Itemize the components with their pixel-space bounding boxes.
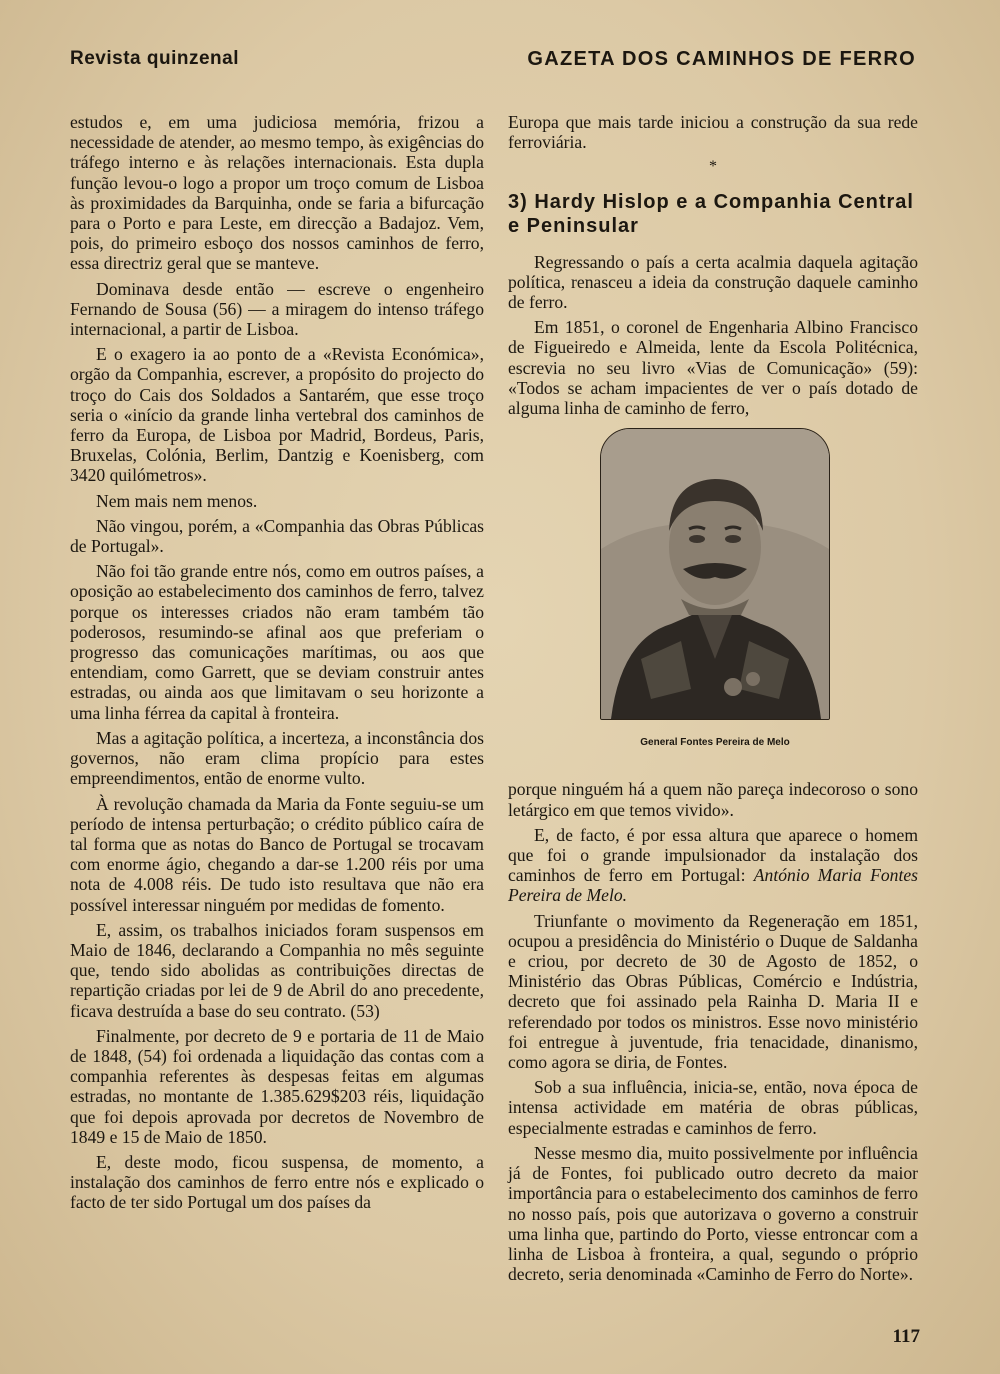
portrait-photo [600, 428, 830, 720]
paragraph: Não foi tão grande entre nós, como em outros países, a oposição ao estabelecimento dos caminhos de ferro, talvez porque os interesses criados não eram também tão poderosos, resumindo-se afinal aos que preferiam o progresso das comunicações marítimas, ou aos que entendiam, como Garrett, que se deviam construir antes estradas, ou ainda aos que limitavam o seu horizonte a uma linha férrea da capital à fronteira. [70, 561, 484, 723]
paragraph: Mas a agitação política, a incerteza, a inconstância dos governos, não eram clima propício para estes empreendimentos, então de enorme vulto. [70, 727, 484, 789]
person-name: António Maria Fontes Pereira de Melo. [508, 865, 918, 906]
paragraph: Finalmente, por decreto de 9 e portaria de 11 de Maio de 1848, (54) foi ordenada a liquidação das contas com a companhia referentes às despesas feitas em algumas estradas, no montante de 1.385.629$203 réis, liquidação que foi depois aprovada por decretos de Novembro de 1849 e 15 de Maio de 1850. [70, 1025, 484, 1147]
figure-caption: General Fontes Pereira de Melo [640, 737, 790, 749]
paragraph: Sob a sua influência, inicia-se, então, nova época de intensa actividade em matéria de obras públicas, especialmente estradas e caminhos de ferro. [508, 1077, 918, 1138]
paragraph: E o exagero ia ao ponto de a «Revista Económica», orgão da Companhia, escrever, a propósito do projecto do troço do Cais dos Soldados a Santarém, que esse troço seria o «início da grande linha vertebral dos caminhos de ferro da Europa, de Lisboa por Madrid, Bordeus, Paris, Bruxelas, Colónia, Berlim, Dantzig e Koenisberg, com 3420 quilómetros». [70, 344, 484, 486]
paragraph: Regressando o país a certa acalmia daquela agitação política, renasceu a ideia da construção daquele caminho de ferro. [508, 251, 918, 313]
paragraph: Dominava desde então — escreve o engenheiro Fernando de Sousa (56) — a miragem do intenso tráfego internacional, a partir de Lisboa. [70, 278, 484, 340]
page-number: 117 [892, 1326, 920, 1347]
paragraph: À revolução chamada da Maria da Fonte seguiu-se um período de intensa perturbação; o crédito público caíra de tal forma que as notas do Banco de Portugal se trocavam com enorme ágio, chegando a dar-se 1.200 réis por uma nota de 4.008 réis. De tudo isto resultava que não era possível interessar ninguém por medidas de fomento. [70, 793, 484, 915]
paragraph: porque ninguém há a quem não pareça indecoroso o sono letárgico em que temos vivido». [508, 779, 918, 820]
running-header-left: Revista quinzenal [70, 48, 239, 69]
section-heading: 3) Hardy Hislop e a Companhia Central e Peninsular [508, 190, 914, 237]
paragraph: Em 1851, o coronel de Engenharia Albino Francisco de Figueiredo e Almeida, lente da Escola Politécnica, escrevia no seu livro «Vias de Comunicação» (59): «Todos se acham impacientes de ver o país dotado de alguma linha de caminho de ferro, [508, 317, 918, 419]
paragraph: Triunfante o movimento da Regeneração em 1851, ocupou a presidência do Ministério o Duque de Saldanha e criou, por decreto de 30 de Agosto de 1852, o Ministério das Obras Públicas, Comércio e Indústria, decreto que foi assinado pela Rainha D. Maria II e referendado por todos os ministros. Esse novo ministério foi entregue à juventude, fria tenacidade, dinanismo, como agora se diria, de Fontes. [508, 910, 918, 1073]
section-separator: * [709, 158, 717, 176]
right-column [508, 112, 918, 1289]
portrait-figure [600, 428, 830, 753]
paragraph: Não vingou, porém, a «Companhia das Obras Públicas de Portugal». [70, 515, 484, 557]
paragraph: E, assim, os trabalhos iniciados foram suspensos em Maio de 1846, declarando a Companhia no mês seguinte que, tendo sido abolidas as contribuições directas de repartição criadas por lei de 9 de Abril do ano precedente, ficava destruída a base do seu contrato. (53) [70, 919, 484, 1021]
paragraph [508, 825, 918, 906]
running-header-right: GAZETA DOS CAMINHOS DE FERRO [527, 48, 916, 70]
paragraph: Nesse mesmo dia, muito possivelmente por influência já de Fontes, foi publicado outro decreto da maior importância para o estabelecimento dos caminhos de ferro no nosso país, pois que autorizava o governo a construir uma linha que, partindo do Porto, viesse entroncar com a linha de Lisboa à fronteira, a qual, segundo o próprio decreto, seria denominada «Caminho de Ferro do Norte». [508, 1142, 918, 1285]
paragraph: E, deste modo, ficou suspensa, de momento, a instalação dos caminhos de ferro entre nós e explicado o facto de ter sido Portugal um dos países da [70, 1151, 484, 1213]
paragraph: Europa que mais tarde iniciou a construção da sua rede ferroviária. [508, 112, 918, 153]
paragraph: estudos e, em uma judiciosa memória, frizou a necessidade de atender, ao mesmo tempo, às exigências do tráfego interno e às relações internacionais. Esta dupla função levou-o logo a propor um troço comum de Lisboa às proximidades da Barquinha, onde se faria a bifurcação para o Porto e para Leste, em direcção a Badajoz. Vem, pois, do primeiro esboço dos nossos caminhos de ferro, essa directriz geral que se manteve. [70, 112, 484, 274]
paragraph: Nem mais nem menos. [96, 490, 258, 511]
portrait-engraving-image [601, 429, 829, 719]
left-column [70, 112, 484, 1218]
paragraph-text: E, de facto, é por essa altura que aparece o homem que foi o grande impulsionador da instalação dos caminhos de ferro em Portugal: [508, 824, 918, 886]
